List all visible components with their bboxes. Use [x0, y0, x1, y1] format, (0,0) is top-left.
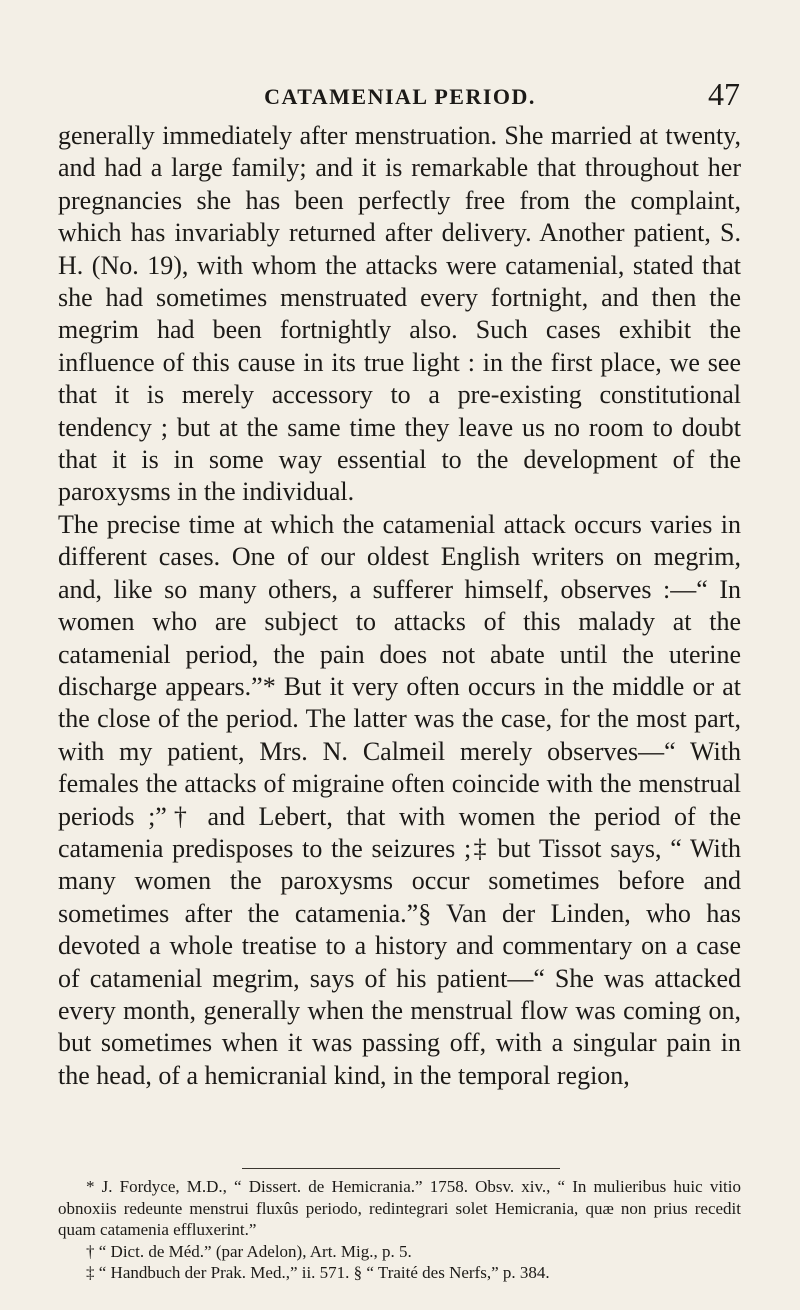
footnote-2: † “ Dict. de Méd.” (par Adelon), Art. Mig., p. 5. [86, 1241, 412, 1261]
footnote-rule [242, 1168, 560, 1169]
running-head [60, 76, 740, 116]
paragraph-2: The precise time at which the catamenial attack occurs varies in different cases. One of our oldest English writers on megrim, and, like so many others, a sufferer himself, observes :—“ In women who are subject to attacks of this malady at the catamenial period, the pain does not abate until the uterine discharge appears.”* But it very often occurs in the middle or at the close of the period. The latter was the case, for the most part, with my patient, Mrs. N. Calmeil merely observes—“ With females the attacks of migraine often coincide with the menstrual periods ;”† and Lebert, that with women the period of the catamenia predisposes to the seizures ;‡ but Tissot says, “ With many women the paroxysms occur sometimes before and sometimes after the catamenia.”§ Van der Linden, who has devoted a whole treatise to a history and commentary on a case of catamenial megrim, says of his patient—“ She was attacked every month, generally when the menstrual flow was coming on, but sometimes when it was passing off, with a singular pain in the head, of a hemicranial kind, in the temporal region, [58, 509, 741, 1090]
footnotes [58, 1176, 741, 1284]
paragraph-1: generally immediately after menstruation. She married at twenty, and had a large family; and it is remarkable that throughout her pregnancies she has been perfectly free from the complaint, which has invariably returned after delivery. Another patient, S. H. (No. 19), with whom the attacks were catamenial, stated that she had sometimes menstruated every fortnight, and then the megrim had been fortnightly also. Such cases exhibit the influence of this cause in its true light : in the first place, we see that it is merely accessory to a pre-existing constitutional tendency ; but at the same time they leave us no room to doubt that it is in some way essential to the development of the paroxysms in the individual. [58, 121, 741, 507]
footnote-3: ‡ “ Handbuch der Prak. Med.,” ii. 571. § “ Traité des Nerfs,” p. 384. [86, 1263, 550, 1282]
running-title: CATAMENIAL PERIOD. [264, 84, 536, 109]
body-text [58, 120, 741, 1092]
footnote-1: * J. Fordyce, M.D., “ Dissert. de Hemicrania.” 1758. Obsv. xiv., “ In mulieribus huic vitio obnoxiis redeunte menstrui fluxûs periodo, redintegrari solet Hemicrania, quæ non prius recedit quam catamenia effluxerint.” [58, 1177, 741, 1239]
page-number: 47 [708, 76, 740, 112]
